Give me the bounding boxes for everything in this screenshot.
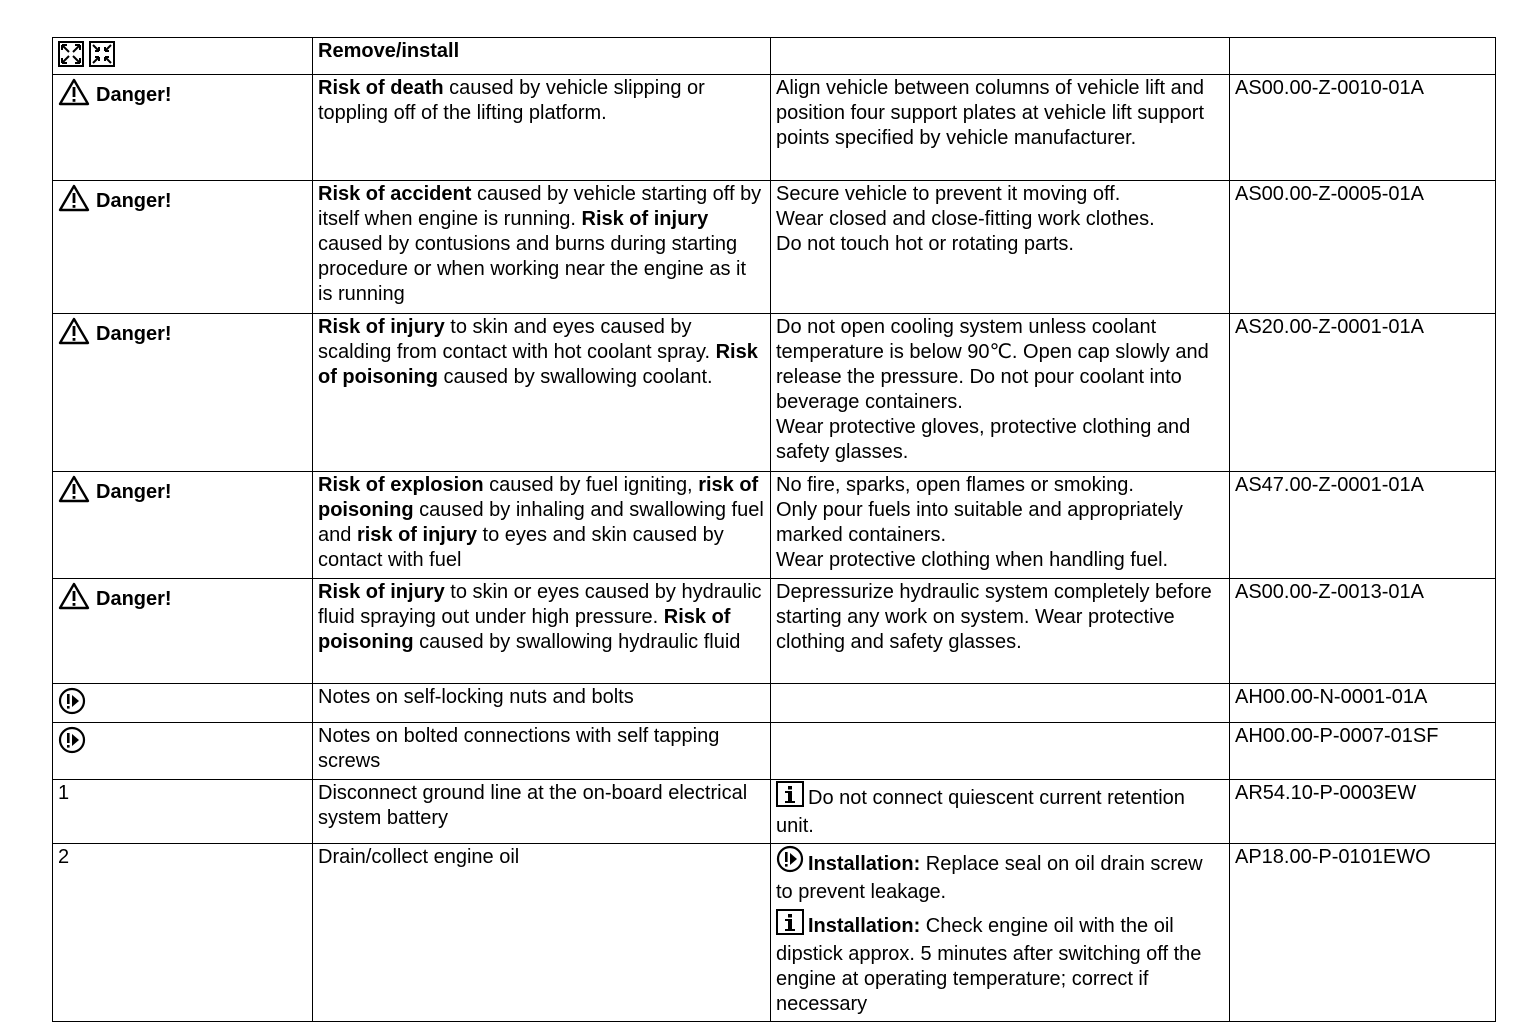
- step-row: [53, 844, 1496, 1022]
- doc-ref-link[interactable]: AS00.00-Z-0005-01A: [1235, 183, 1425, 205]
- operation-title: Remove/install: [318, 40, 460, 62]
- expand-arrows-icon: [58, 41, 84, 74]
- danger-label: Danger!: [96, 190, 172, 212]
- note-circle-icon: [58, 687, 86, 722]
- measures-cell: [771, 472, 1230, 579]
- doc-ref-link[interactable]: AP18.00-P-0101EWO: [1235, 846, 1431, 868]
- doc-ref-link[interactable]: AS00.00-Z-0010-01A: [1235, 77, 1425, 99]
- doc-ref-cell: [1230, 579, 1496, 684]
- doc-ref-cell: [1230, 472, 1496, 579]
- risk-description: to skin or eyes caused by hydraulic fluid spraying out under high pressure.: [318, 581, 762, 628]
- risk-description: caused by swallowing coolant.: [437, 366, 713, 388]
- procedure-table: [52, 37, 1496, 1022]
- step-note: [776, 781, 1224, 839]
- risk-description: caused by contusions and burns during starting procedure or when working near the engine as it is running: [318, 233, 747, 305]
- note-text: Replace seal on oil drain screw to prevent leakage.: [776, 853, 1203, 903]
- risk-description: caused by swallowing hydraulic fluid: [413, 631, 741, 653]
- measures-cell: [771, 579, 1230, 684]
- measures-cell: [771, 181, 1230, 314]
- safety-measure: Do not touch hot or rotating parts.: [776, 233, 1074, 255]
- risk-cell: [313, 181, 771, 314]
- safety-measure: Do not open cooling system unless coolant temperature is below 90℃. Open cap slowly and release the pressure. Do not pour coolant into beverage containers.: [776, 316, 1209, 413]
- note-icon-cell: [53, 684, 313, 723]
- header-row: [53, 38, 1496, 75]
- header-operation-cell: [313, 38, 771, 75]
- note-circle-icon: [776, 845, 804, 880]
- step-number: 2: [58, 846, 70, 868]
- step-note: [776, 845, 1224, 905]
- note-text: Do not connect quiescent current retention unit.: [776, 787, 1185, 837]
- note-text-cell: [313, 684, 771, 723]
- warning-triangle-icon: [58, 78, 90, 113]
- warning-triangle-icon: [58, 475, 90, 510]
- risk-type: Risk of poisoning: [318, 606, 731, 653]
- step-text: Disconnect ground line at the on-board electrical system battery: [318, 782, 748, 829]
- safety-measure: Depressurize hydraulic system completely before starting any work on system. Wear protective clothing and safety glasses.: [776, 581, 1212, 653]
- risk-cell: [313, 472, 771, 579]
- doc-ref-link[interactable]: AS47.00-Z-0001-01A: [1235, 474, 1425, 496]
- risk-type: risk of poisoning: [318, 474, 759, 521]
- note-row: [53, 684, 1496, 723]
- danger-label: Danger!: [96, 323, 172, 345]
- step-number-cell: [53, 780, 313, 844]
- note-empty-cell: [771, 684, 1230, 723]
- note-empty-cell: [771, 723, 1230, 780]
- header-empty-cell: [1230, 38, 1496, 75]
- doc-ref-link[interactable]: AS00.00-Z-0013-01A: [1235, 581, 1425, 603]
- risk-description: caused by fuel igniting,: [483, 474, 699, 496]
- note-emphasis: Installation:: [808, 915, 921, 937]
- risk-cell: [313, 579, 771, 684]
- danger-cell: [53, 181, 313, 314]
- doc-ref-link[interactable]: AH00.00-P-0007-01SF: [1235, 725, 1439, 747]
- risk-type: Risk of explosion: [318, 474, 484, 496]
- danger-cell: [53, 472, 313, 579]
- step-number: 1: [58, 782, 70, 804]
- safety-row: [53, 314, 1496, 472]
- step-note: [776, 909, 1224, 1017]
- step-notes-cell: [771, 844, 1230, 1022]
- doc-ref-link[interactable]: AH00.00-N-0001-01A: [1235, 686, 1428, 708]
- warning-triangle-icon: [58, 317, 90, 352]
- risk-cell: [313, 75, 771, 181]
- step-text-cell: [313, 844, 771, 1022]
- safety-measure: No fire, sparks, open flames or smoking.: [776, 474, 1134, 496]
- risk-type: Risk of death: [318, 77, 444, 99]
- note-row: [53, 723, 1496, 780]
- safety-measure: Align vehicle between columns of vehicle lift and position four support plates at vehicle lift support points specified by vehicle manufacturer.: [776, 77, 1205, 149]
- danger-label: Danger!: [96, 481, 172, 503]
- step-row: [53, 780, 1496, 844]
- risk-description: to eyes and skin caused by contact with fuel: [318, 524, 724, 571]
- note-circle-icon: [58, 726, 86, 761]
- danger-label: Danger!: [96, 84, 172, 106]
- info-box-icon: [776, 909, 804, 942]
- doc-ref-cell: [1230, 780, 1496, 844]
- doc-ref-link[interactable]: AR54.10-P-0003EW: [1235, 782, 1417, 804]
- risk-description: caused by inhaling and swallowing fuel and: [318, 499, 764, 546]
- note-emphasis: Installation:: [808, 853, 921, 875]
- step-text: Drain/collect engine oil: [318, 846, 520, 868]
- safety-measure: Only pour fuels into suitable and appropriately marked containers.: [776, 499, 1183, 546]
- doc-ref-cell: [1230, 314, 1496, 472]
- safety-row: [53, 75, 1496, 181]
- measures-cell: [771, 75, 1230, 181]
- doc-ref-cell: [1230, 181, 1496, 314]
- doc-ref-cell: [1230, 844, 1496, 1022]
- safety-row: [53, 472, 1496, 579]
- info-box-icon: [776, 781, 804, 814]
- note-text: Notes on bolted connections with self tapping screws: [318, 725, 720, 772]
- danger-cell: [53, 75, 313, 181]
- step-text-cell: [313, 780, 771, 844]
- note-text-cell: [313, 723, 771, 780]
- header-empty-cell: [771, 38, 1230, 75]
- risk-type: Risk of poisoning: [318, 341, 758, 388]
- safety-measure: Wear protective gloves, protective clothing and safety glasses.: [776, 416, 1191, 463]
- safety-row: [53, 181, 1496, 314]
- measures-cell: [771, 314, 1230, 472]
- risk-type: Risk of accident: [318, 183, 472, 205]
- risk-cell: [313, 314, 771, 472]
- danger-label: Danger!: [96, 588, 172, 610]
- doc-ref-cell: [1230, 684, 1496, 723]
- safety-row: [53, 579, 1496, 684]
- note-text: Check engine oil with the oil dipstick approx. 5 minutes after switching off the engine at operating temperature; correct if necessary: [776, 915, 1202, 1015]
- step-number-cell: [53, 844, 313, 1022]
- step-notes-cell: [771, 780, 1230, 844]
- danger-cell: [53, 314, 313, 472]
- safety-measure: Wear protective clothing when handling fuel.: [776, 549, 1169, 571]
- risk-description: caused by vehicle slipping or toppling off of the lifting platform.: [318, 77, 705, 124]
- collapse-arrows-icon: [89, 41, 115, 74]
- risk-type: Risk of injury: [318, 316, 445, 338]
- doc-ref-cell: [1230, 723, 1496, 780]
- procedure-table-body: [53, 38, 1496, 1022]
- risk-type: Risk of injury: [581, 208, 709, 230]
- note-icon-cell: [53, 723, 313, 780]
- risk-description: caused by vehicle starting off by itself when engine is running.: [318, 183, 762, 230]
- doc-ref-link[interactable]: AS20.00-Z-0001-01A: [1235, 316, 1425, 338]
- warning-triangle-icon: [58, 582, 90, 617]
- doc-ref-cell: [1230, 75, 1496, 181]
- note-text: Notes on self-locking nuts and bolts: [318, 686, 634, 708]
- warning-triangle-icon: [58, 184, 90, 219]
- risk-type: risk of injury: [356, 524, 477, 546]
- risk-description: to skin and eyes caused by scalding from contact with hot coolant spray.: [318, 316, 716, 363]
- risk-type: Risk of injury: [318, 581, 445, 603]
- safety-measure: Wear closed and close-fitting work clothes.: [776, 208, 1155, 230]
- safety-measure: Secure vehicle to prevent it moving off.: [776, 183, 1121, 205]
- danger-cell: [53, 579, 313, 684]
- header-icons-cell: [53, 38, 313, 75]
